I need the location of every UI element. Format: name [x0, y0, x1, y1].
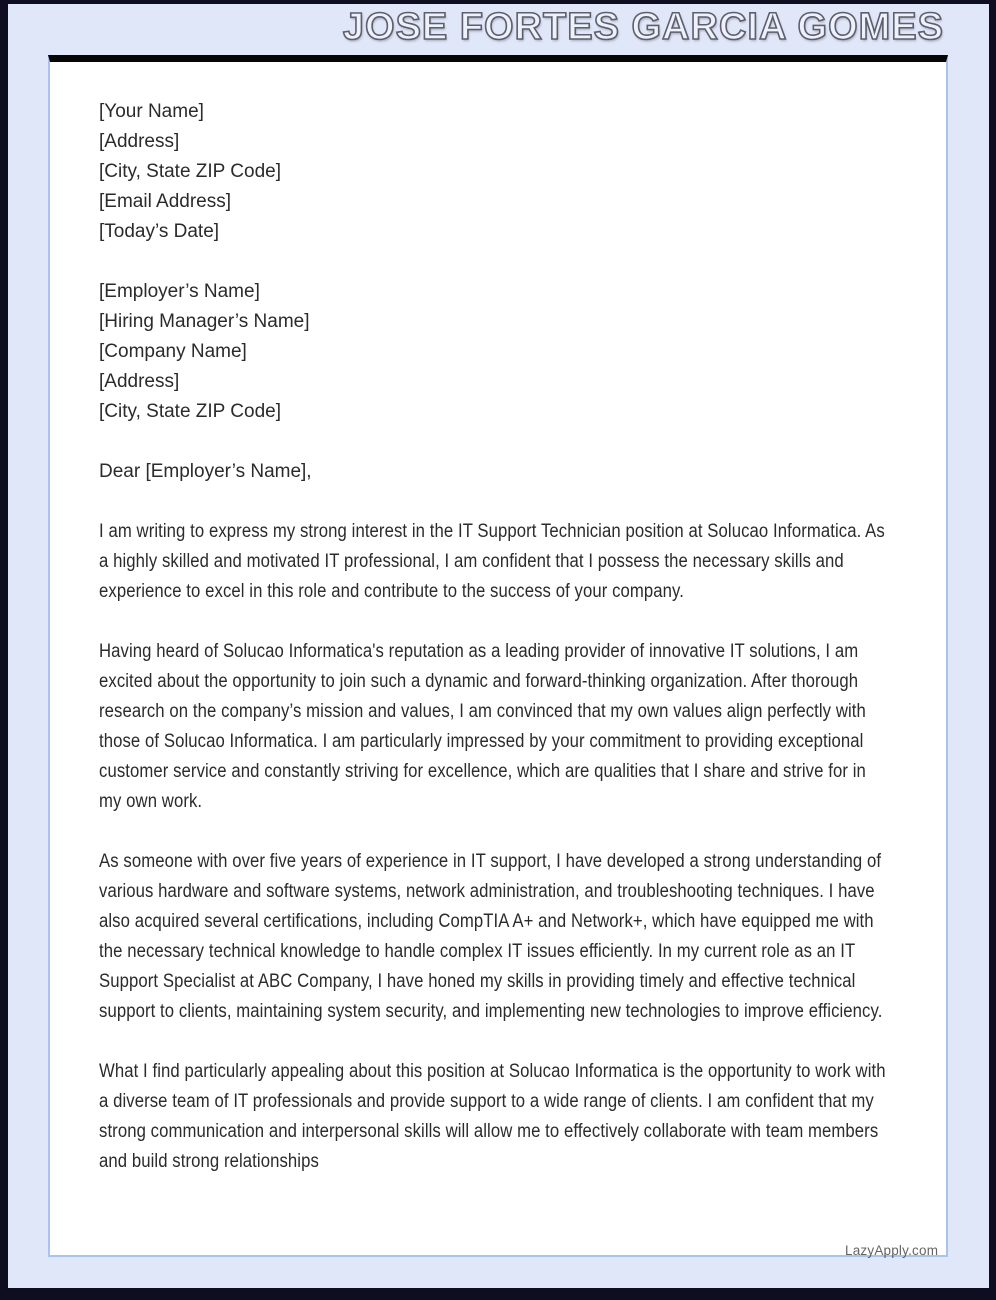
paragraph-company-interest: Having heard of Solucao Informatica's reputation as a leading provider of innovative IT solutions, I am excited about the opportunity to join such a dynamic and forward-thinking organization. After thorough research on the company’s mission and values, I am convinced that my own values align perfectly with those of Solucao Informatica. I am particularly impressed by your commitment to providing exceptional customer service and constantly striving for excellence, which are qualities that I share and strive for in my own work.	[99, 641, 866, 812]
frame-border-right	[989, 0, 996, 1300]
letter-content	[99, 97, 893, 1207]
frame-border-bottom	[0, 1288, 996, 1300]
watermark: LazyApply.com	[845, 1243, 939, 1258]
paragraph-experience: As someone with over five years of experience in IT support, I have developed a strong understanding of various hardware and software systems, network administration, and troubleshooting techniques. I have also acquired several certifications, including CompTIA A+ and Network+, which have equipped me with the necessary technical knowledge to handle complex IT issues efficiently. In my current role as an IT Support Specialist at ABC Company, I have honed my skills in providing timely and effective technical support to clients, maintaining system security, and implementing new technologies to improve efficiency.	[99, 851, 883, 1022]
recipient-address-line: [Address]	[99, 371, 180, 392]
sender-name-line: [Your Name]	[99, 101, 204, 122]
page-title: JOSE FORTES GARCIA GOMES	[342, 6, 944, 48]
paragraph-intro: I am writing to express my strong interest in the IT Support Technician position at Solucao Informatica. As a highly skilled and motivated IT professional, I am confident that I possess the necessary skills and experience to excel in this role and contribute to the success of your company.	[99, 521, 885, 602]
paragraph-position-appeal: What I find particularly appealing about this position at Solucao Informatica is the opportunity to work with a diverse team of IT professionals and provide support to a wide range of clients. I am confident that my strong communication and interpersonal skills will allow me to effectively collaborate with team members and build strong relationships	[99, 1061, 886, 1172]
sender-city-line: [City, State ZIP Code]	[99, 161, 281, 182]
sender-date-line: [Today’s Date]	[99, 221, 220, 242]
sender-address-line: [Address]	[99, 131, 180, 152]
sender-block	[99, 97, 893, 247]
recipient-block	[99, 277, 893, 427]
recipient-employer-line: [Employer’s Name]	[99, 281, 260, 302]
salutation: Dear [Employer’s Name],	[99, 461, 312, 482]
frame-border-top	[0, 0, 996, 4]
frame-border-left	[0, 0, 8, 1300]
sender-email-line: [Email Address]	[99, 191, 231, 212]
recipient-company-line: [Company Name]	[99, 341, 247, 362]
recipient-city-line: [City, State ZIP Code]	[99, 401, 281, 422]
recipient-manager-line: [Hiring Manager’s Name]	[99, 311, 310, 332]
